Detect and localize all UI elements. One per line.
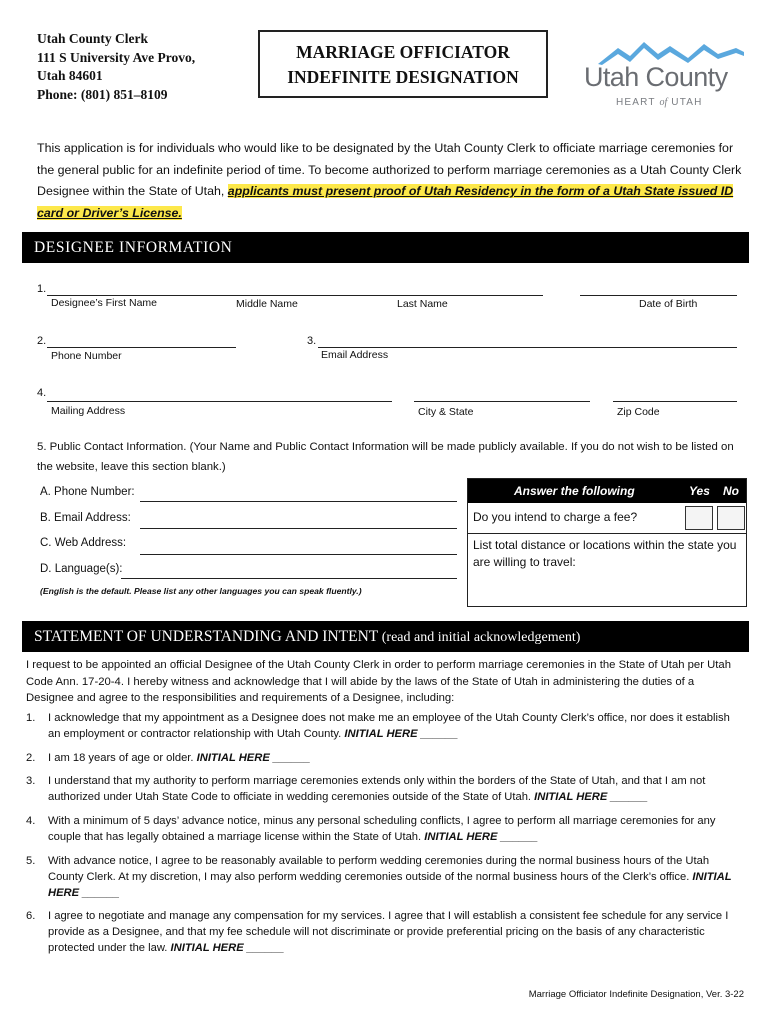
- fee-yes-checkbox[interactable]: [685, 506, 713, 530]
- yes-column-label: Yes: [689, 484, 710, 498]
- fee-no-checkbox[interactable]: [717, 506, 745, 530]
- email-line[interactable]: [318, 347, 737, 348]
- field-number: 4.: [37, 387, 47, 399]
- phone-label: Phone Number: [51, 350, 122, 362]
- language-line[interactable]: [121, 578, 457, 579]
- initial-here[interactable]: INITIAL HERE ______: [196, 752, 311, 764]
- field-number: 2.: [37, 335, 47, 347]
- public-contact-note: 5. Public Contact Information. (Your Name and Public Contact Information will be made publicly available. If you do not wish to be listed on the website, leave this section blank.): [37, 441, 734, 473]
- city-state-label: City & State: [418, 406, 474, 418]
- initial-here[interactable]: INITIAL HERE ______: [170, 942, 285, 954]
- clerk-address: [37, 30, 195, 104]
- mailing-line[interactable]: [47, 401, 392, 402]
- statement-subtitle: (read and initial acknowledgement): [378, 630, 581, 645]
- item-text: I am 18 years of age or older.: [48, 752, 197, 764]
- public-email-line[interactable]: [140, 528, 457, 529]
- initial-here[interactable]: INITIAL HERE ______: [344, 728, 458, 740]
- dob-label: Date of Birth: [639, 298, 698, 310]
- designee-section-header: DESIGNEE INFORMATION: [22, 232, 749, 263]
- statement-section-header: [22, 621, 749, 652]
- no-column-label: No: [723, 484, 739, 498]
- item-text: I acknowledge that my appointment as a Designee does not make me an employee of the Utah County Clerk’s office, nor does it establish an employment or contractor relationship with Utah County.: [48, 712, 730, 740]
- city-state-line[interactable]: [414, 401, 590, 402]
- initial-here[interactable]: INITIAL HERE ______: [48, 871, 732, 899]
- field-number: 3.: [307, 335, 317, 347]
- title-line: INDEFINITE DESIGNATION: [287, 67, 519, 87]
- answer-header: [468, 479, 746, 503]
- field-number: 1.: [37, 283, 47, 295]
- item-number: 4.: [26, 815, 36, 827]
- item-text: With advance notice, I agree to be reasonably available to perform wedding ceremonies during the normal business hours of the Utah County Clerk. At my discretion, I may also perform wedding ceremonies outside of the normal business hours of the Clerk’s office.: [48, 855, 710, 883]
- fee-question: Do you intend to charge a fee?: [473, 510, 638, 524]
- fee-question-row: [468, 503, 746, 534]
- address-line: Phone: (801) 851–8109: [37, 86, 168, 102]
- statement-title: STATEMENT OF UNDERSTANDING AND INTENT: [34, 628, 379, 645]
- residency-requirement: applicants must present proof of Utah Residency in the form of a Utah State issued ID card or Driver’s License.: [37, 184, 734, 220]
- initial-here[interactable]: INITIAL HERE ______: [534, 791, 648, 803]
- address-line: Utah County Clerk: [37, 31, 149, 46]
- logo-name: Utah County: [584, 62, 728, 92]
- answer-header-title: Answer the following: [514, 484, 635, 498]
- item-number: 3.: [26, 775, 36, 787]
- public-web-label: C. Web Address:: [40, 537, 127, 549]
- intro-paragraph: [37, 138, 747, 224]
- statement-intro: I request to be appointed an official Designee of the Utah County Clerk in order to perform marriage ceremonies in the State of Utah per Utah Code Ann. 17-20-4. I hereby witness and acknowledge that I will abide by the laws of the State of Utah in administering the duties of a Designee and agree to the responsibilities and requirements of a Designee, including:: [26, 659, 731, 705]
- item-text: I agree to negotiate and manage any compensation for my services. I agree that I will establish a consistent fee schedule for any service I provide as a Designee, and that my fee schedule will not discriminate or provide preferential pricing on the basis of any characteristic protected under the law.: [48, 910, 729, 954]
- logo-tagline: [616, 97, 703, 108]
- mailing-label: Mailing Address: [51, 405, 126, 417]
- zip-label: Zip Code: [617, 406, 660, 418]
- public-web-line[interactable]: [140, 554, 457, 555]
- name-line[interactable]: [47, 295, 543, 296]
- language-note: (English is the default. Please list any other languages you can speak fluently.): [40, 586, 362, 596]
- travel-question[interactable]: List total distance or locations within the state you are willing to travel:: [473, 538, 737, 569]
- address-line: Utah 84601: [37, 68, 103, 83]
- item-number: 1.: [26, 712, 36, 724]
- first-name-label: Designee’s First Name: [51, 297, 158, 309]
- item-number: 6.: [26, 910, 36, 922]
- item-number: 2.: [26, 752, 36, 764]
- answer-box: [467, 478, 747, 607]
- item-number: 5.: [26, 855, 36, 867]
- zip-line[interactable]: [613, 401, 737, 402]
- last-name-label: Last Name: [397, 298, 448, 310]
- utah-county-logo: [578, 38, 748, 114]
- logo-tag-of: of: [659, 97, 668, 108]
- initial-here[interactable]: INITIAL HERE ______: [424, 831, 538, 843]
- dob-line[interactable]: [580, 295, 737, 296]
- language-label: D. Language(s):: [40, 563, 123, 575]
- email-label: Email Address: [321, 349, 389, 361]
- public-phone-label: A. Phone Number:: [40, 486, 135, 498]
- item-text: I understand that my authority to perform marriage ceremonies extends only within the borders of the State of Utah, and that I am not authorized under Utah State Code to officiate in wedding ceremonies outside of the State of Utah.: [48, 775, 706, 803]
- address-line: 111 S University Ave Provo,: [37, 49, 196, 65]
- title-line: MARRIAGE OFFICIATOR: [296, 42, 510, 62]
- footer-version: Marriage Officiator Indefinite Designation, Ver. 3-22: [528, 989, 744, 1000]
- logo-tag-b: UTAH: [667, 97, 703, 108]
- logo-tag-a: HEART: [616, 97, 660, 108]
- middle-name-label: Middle Name: [236, 298, 298, 310]
- form-title: [258, 30, 548, 98]
- public-phone-line[interactable]: [140, 501, 457, 502]
- item-text: With a minimum of 5 days’ advance notice, minus any personal scheduling conflicts, I agree to perform all marriage ceremonies for any couple that has legally obtained a marriage license within the State of Utah.: [48, 815, 716, 843]
- phone-line[interactable]: [47, 347, 236, 348]
- intro-text: This application is for individuals who would like to be designated by the Utah County Clerk to officiate marriage ceremonies for the general public for an indefinite period of time. To become authorized to perform marriage ceremonies as a Utah County Clerk Designee within the State of Utah,: [37, 141, 742, 198]
- public-email-label: B. Email Address:: [40, 512, 131, 524]
